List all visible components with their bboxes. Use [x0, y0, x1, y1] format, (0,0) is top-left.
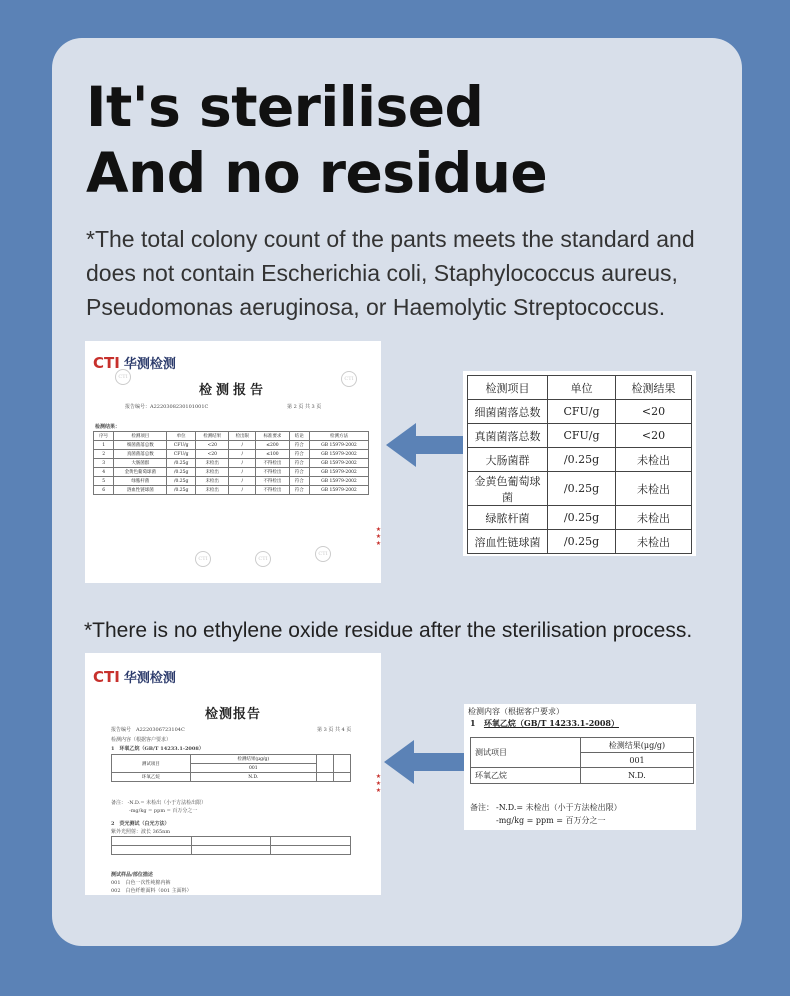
- page-info: 第 3 页 共 4 页: [317, 727, 352, 733]
- table-row: [468, 424, 692, 448]
- table-cell: 绿脓杆菌: [468, 506, 548, 530]
- table-cell: 未检出: [616, 506, 692, 530]
- watermark-icon: CTI: [341, 371, 357, 387]
- table-cell: 真菌菌落总数: [114, 450, 167, 459]
- table-cell: 未检出: [196, 477, 229, 486]
- table-cell: /0.25g: [167, 477, 196, 486]
- content-label: 检测内容（根据客户要求）: [111, 737, 172, 743]
- table-cell: /: [229, 486, 256, 495]
- table-header-cell: 标准要求: [256, 432, 289, 441]
- content-label: 检测内容（根据客户要求）: [468, 707, 564, 716]
- table-row: [468, 506, 692, 530]
- table-cell: 未检出: [196, 459, 229, 468]
- arrow-left-icon: [384, 737, 464, 787]
- headline: [86, 74, 547, 206]
- cti-logo: CTI 华测检测: [93, 354, 176, 372]
- table-header-cell: 检测结果: [616, 376, 692, 400]
- table-header-cell: 检测方法: [309, 432, 368, 441]
- note-line1: 备注： -N.D.= 未检出（小于方法检出限）: [111, 800, 207, 806]
- table-cell: 溶血性链球菌: [114, 486, 167, 495]
- table-cell: /: [229, 441, 256, 450]
- table-cell: 金黄色葡萄球菌: [114, 468, 167, 477]
- table-cell: 大肠菌群: [114, 459, 167, 468]
- table-cell: /: [229, 477, 256, 486]
- table-cell: <20: [616, 400, 692, 424]
- table-cell: CFU/g: [548, 400, 616, 424]
- table-cell: GB 15979-2002: [309, 468, 368, 477]
- table-cell: CFU/g: [167, 441, 196, 450]
- table-cell: 符合: [289, 486, 309, 495]
- cti-logo: CTI 华测检测: [93, 668, 176, 686]
- table-cell: /0.25g: [167, 468, 196, 477]
- table-cell: CFU/g: [167, 450, 196, 459]
- table-cell: 5: [94, 477, 114, 486]
- table-cell: 金黄色葡萄球菌: [468, 472, 548, 506]
- ethylene-oxide-report-image: [85, 653, 381, 895]
- table-cell: 大肠菌群: [468, 448, 548, 472]
- table-row: [94, 441, 369, 450]
- table-cell: 3: [94, 459, 114, 468]
- table-cell: /0.25g: [548, 472, 616, 506]
- table-row: [94, 450, 369, 459]
- sample-heading: 测试样品/部位描述: [111, 872, 153, 878]
- sample-2: 002 白色纤维面料（001 主面料）: [111, 888, 192, 894]
- table-header-row: [468, 376, 692, 400]
- table-cell: 不得检出: [256, 477, 289, 486]
- table-cell: 未检出: [616, 472, 692, 506]
- table-header-cell: 检出限: [229, 432, 256, 441]
- fluor-sub: 紫外光照射：波长 365nm: [111, 829, 171, 835]
- sample-1: 001 白色一次性纯棉内裤: [111, 880, 171, 886]
- report-title: 检测报告: [198, 383, 267, 398]
- table-cell: 未检出: [196, 468, 229, 477]
- item-heading: 1 环氧乙烷（GB/T 14233.1-2008）: [470, 718, 619, 728]
- table-row: [94, 486, 369, 495]
- description-ethylene-oxide: *There is no ethylene oxide residue after the sterilisation process.: [84, 619, 693, 642]
- table-cell: <20: [196, 450, 229, 459]
- description-microbial: *The total colony count of the pants meets the standard and does not contain Escherichia coli, Staphylococcus aureus, Pseudomonas aeruginosa, or Haemolytic Streptococcus.: [86, 226, 695, 320]
- table-header-cell: 检测项目: [114, 432, 167, 441]
- table-cell: 细菌菌落总数: [114, 441, 167, 450]
- headline-line1: It's sterilised: [86, 75, 484, 139]
- table-cell: GB 15979-2002: [309, 441, 368, 450]
- watermark-icon: CTI: [195, 551, 211, 567]
- table-cell: 符合: [289, 468, 309, 477]
- table-row: [94, 468, 369, 477]
- note-line2: -mg/kg = ppm = 百万分之一: [129, 808, 198, 814]
- table-cell: 不得检出: [256, 459, 289, 468]
- watermark-icon: CTI: [255, 551, 271, 567]
- table-cell: 绿脓杆菌: [114, 477, 167, 486]
- note-line2: -mg/kg = ppm = 百万分之一: [496, 816, 606, 825]
- report-number: 报告编号：A2220308230101001C: [125, 404, 209, 410]
- table-header-row: [94, 432, 369, 441]
- table-cell: GB 15979-2002: [309, 477, 368, 486]
- table-cell: 符合: [289, 450, 309, 459]
- table-cell: GB 15979-2002: [309, 486, 368, 495]
- table-cell: 未检出: [196, 486, 229, 495]
- table-cell: 不得检出: [256, 468, 289, 477]
- mini-eo-table: 测试项目 检测结果(μg/g) 001 环氧乙烷 N.D.: [111, 754, 351, 782]
- table-cell: 不得检出: [256, 486, 289, 495]
- table-cell: /0.25g: [548, 448, 616, 472]
- table-cell: /: [229, 450, 256, 459]
- microbial-results-zoom: [463, 371, 696, 556]
- report-title: 检测报告: [204, 707, 261, 722]
- table-cell: ≤200: [256, 441, 289, 450]
- mini-fluor-table: [111, 836, 351, 855]
- table-cell: <20: [196, 441, 229, 450]
- table-row: [94, 459, 369, 468]
- table-row: [468, 530, 692, 554]
- ethylene-oxide-results-zoom: [464, 704, 696, 830]
- table-row: [94, 477, 369, 486]
- table-header-cell: 检测项目: [468, 376, 548, 400]
- table-cell: 细菌菌落总数: [468, 400, 548, 424]
- page-info: 第 2 页 共 3 页: [287, 404, 322, 410]
- report-number: 报告编号 A2220306723104C: [111, 727, 185, 733]
- microbial-test-report-image: [85, 341, 381, 583]
- table-cell: 4: [94, 468, 114, 477]
- result-section-label: 检测结果：: [95, 424, 121, 430]
- table-cell: 符合: [289, 459, 309, 468]
- table-cell: 2: [94, 450, 114, 459]
- table-cell: 6: [94, 486, 114, 495]
- table-header-cell: 检测结果: [196, 432, 229, 441]
- stamp-mark: ★★★: [375, 773, 382, 794]
- table-cell: ≤100: [256, 450, 289, 459]
- table-cell: /0.25g: [167, 459, 196, 468]
- table-cell: 符合: [289, 477, 309, 486]
- note-line1: -N.D.= 未检出（小于方法检出限）: [496, 803, 622, 812]
- watermark-icon: CTI: [315, 546, 331, 562]
- table-cell: CFU/g: [548, 424, 616, 448]
- table-header-cell: 结论: [289, 432, 309, 441]
- table-cell: /0.25g: [548, 506, 616, 530]
- eo-result-table: 测试项目 检测结果(μg/g) 001 环氧乙烷 N.D.: [470, 737, 694, 784]
- table-cell: GB 15979-2002: [309, 450, 368, 459]
- table-row: [468, 448, 692, 472]
- note-label: 备注：: [470, 803, 494, 812]
- zoom-result-table: [467, 375, 692, 554]
- table-header-cell: 序号: [94, 432, 114, 441]
- table-row: [468, 400, 692, 424]
- table-cell: 未检出: [616, 448, 692, 472]
- table-cell: 溶血性链球菌: [468, 530, 548, 554]
- table-cell: /0.25g: [548, 530, 616, 554]
- table-header-cell: 单位: [548, 376, 616, 400]
- table-cell: 未检出: [616, 530, 692, 554]
- mini-result-table: [93, 431, 369, 495]
- stamp-mark: ★★★: [375, 526, 382, 547]
- fluor-heading: 2 荧光测试（白光方法）: [111, 821, 170, 827]
- table-cell: 真菌菌落总数: [468, 424, 548, 448]
- table-cell: <20: [616, 424, 692, 448]
- table-cell: /: [229, 468, 256, 477]
- table-cell: /0.25g: [167, 486, 196, 495]
- watermark-icon: CTI: [115, 369, 131, 385]
- table-cell: /: [229, 459, 256, 468]
- table-cell: GB 15979-2002: [309, 459, 368, 468]
- table-cell: 1: [94, 441, 114, 450]
- table-header-cell: 单位: [167, 432, 196, 441]
- item-heading: 1 环氧乙烷（GB/T 14233.1-2008）: [111, 746, 204, 752]
- arrow-left-icon: [386, 420, 466, 470]
- table-row: [468, 472, 692, 506]
- table-cell: 符合: [289, 441, 309, 450]
- headline-line2: And no residue: [86, 141, 548, 205]
